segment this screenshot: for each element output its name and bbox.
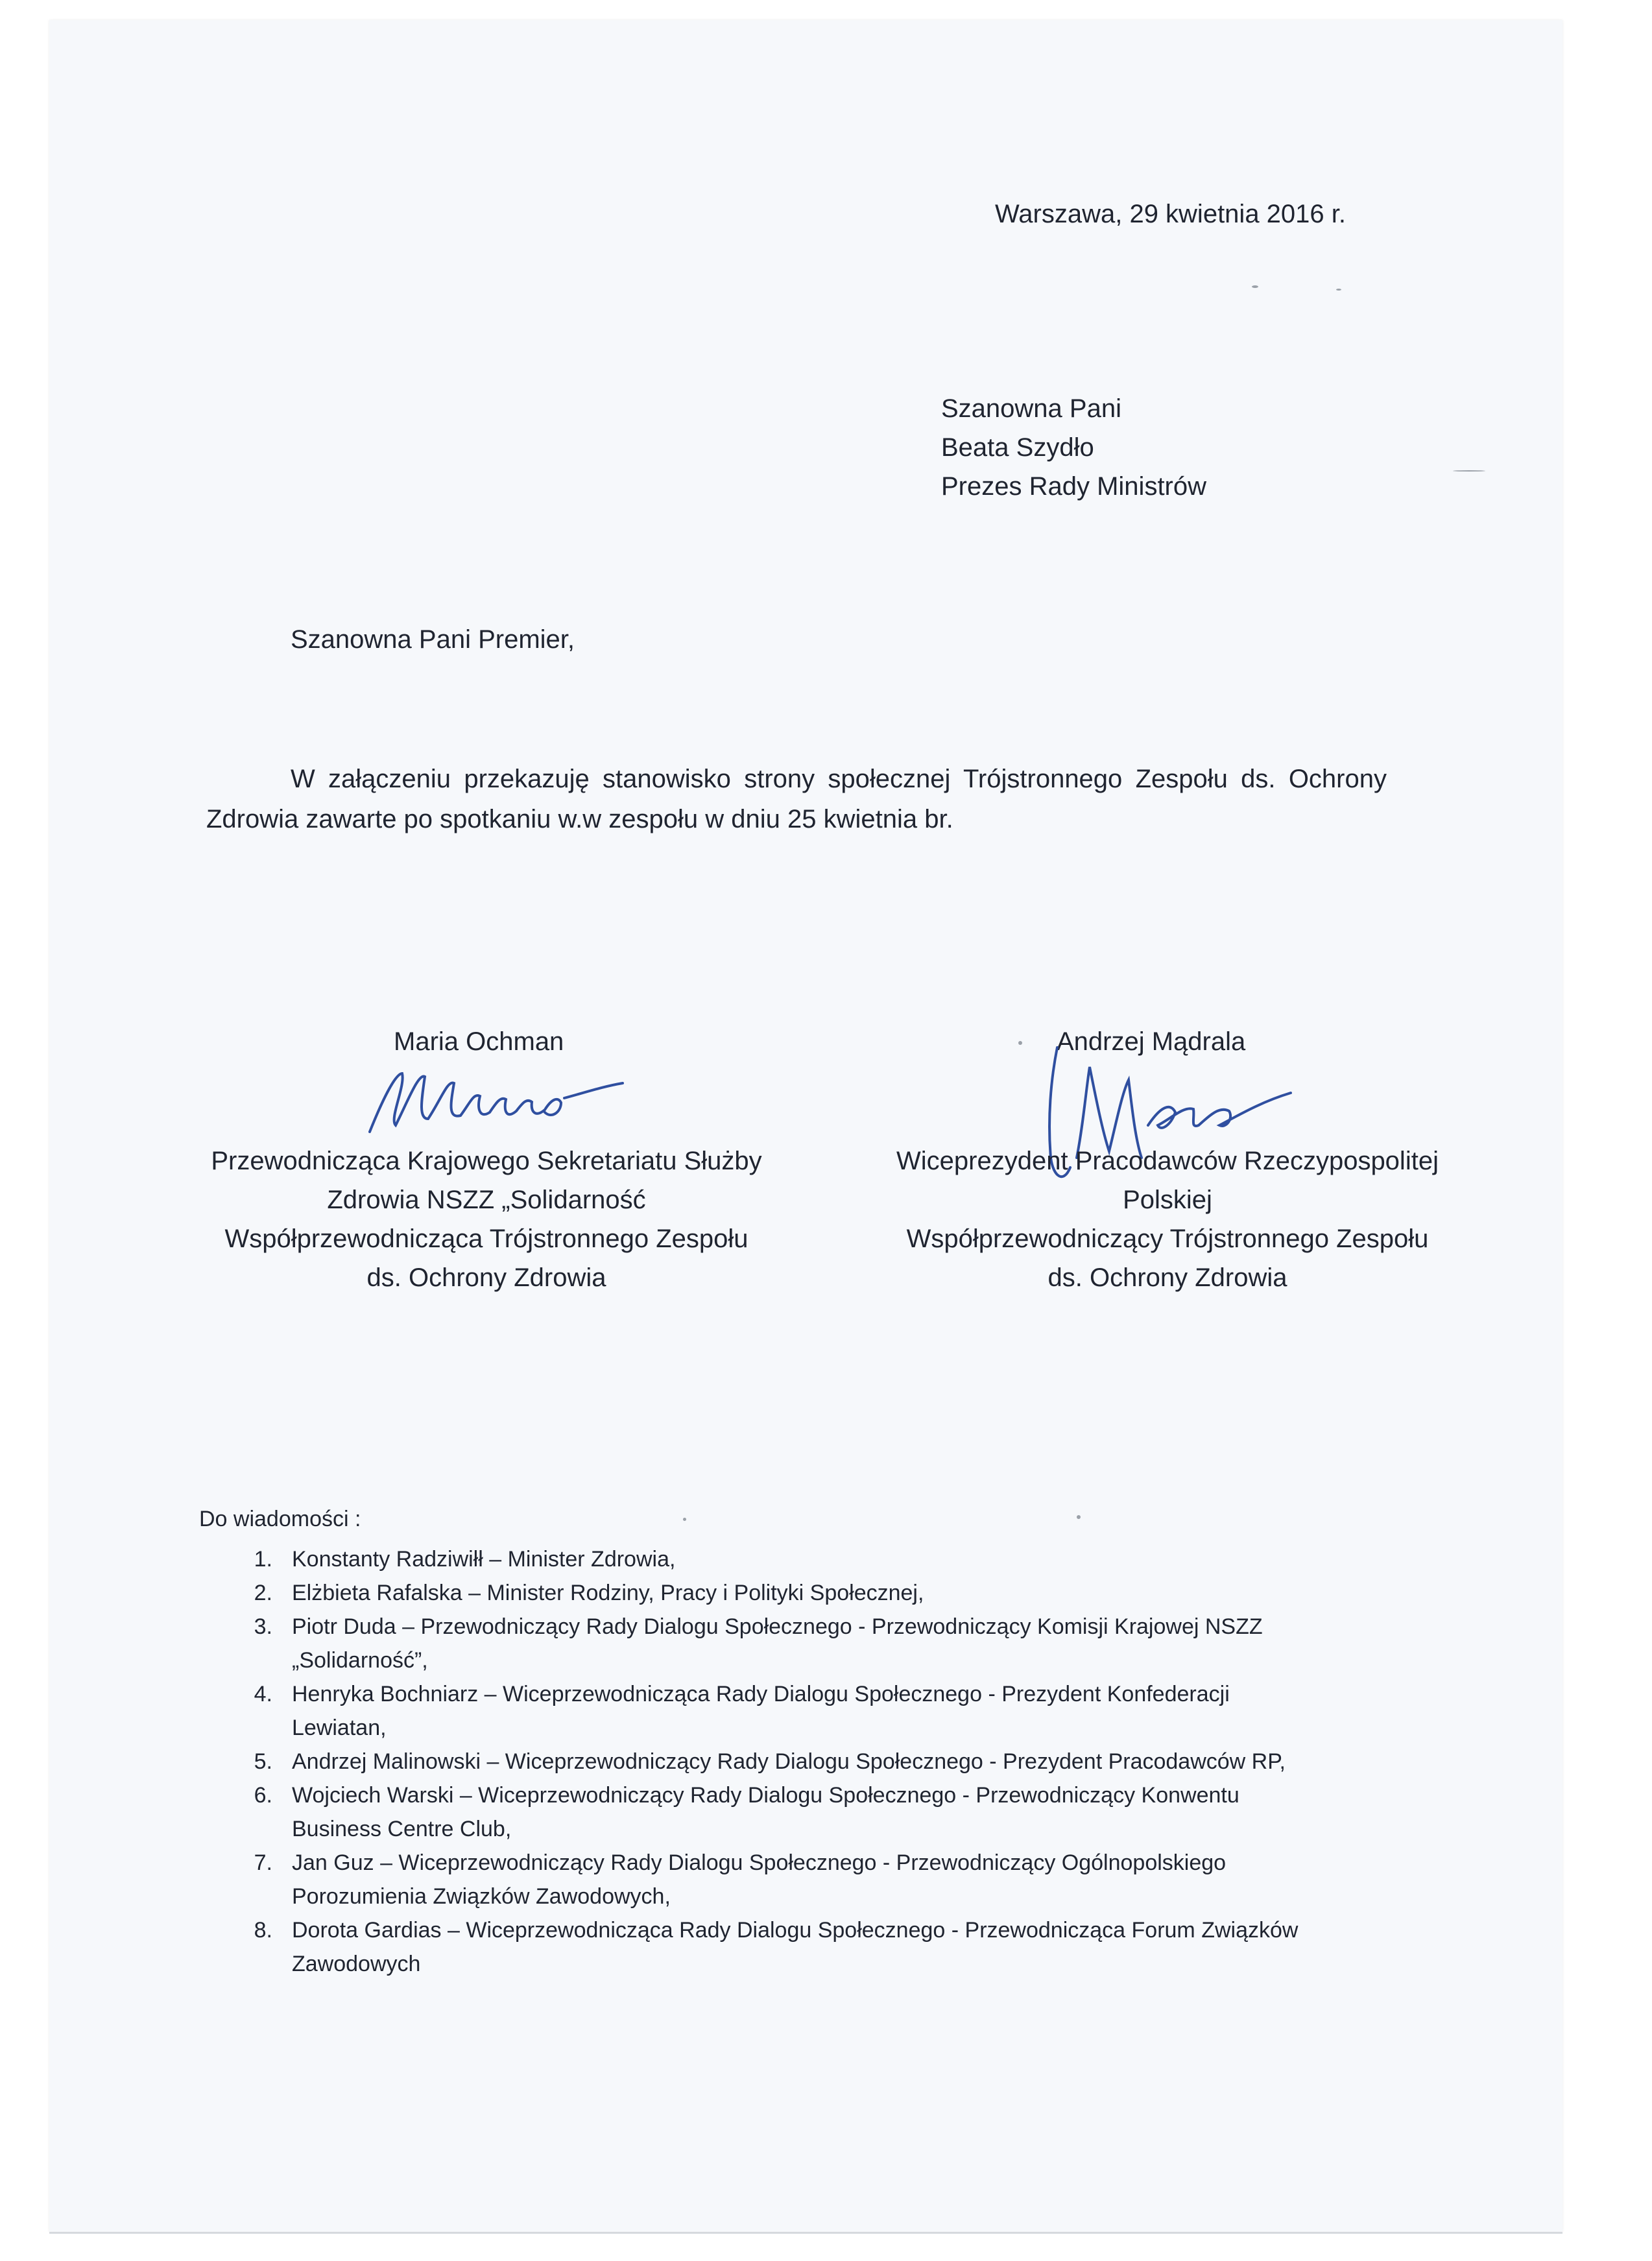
cc-item-text: Konstanty Radziwiłł – Minister Zdrowia, [292,1547,676,1572]
scan-speck [1252,285,1258,288]
cc-item-number: 5. [254,1749,272,1774]
cc-item-text: Piotr Duda – Przewodniczący Rady Dialogu Społecznego - Przewodniczący Komisji Krajowej NSZZ „Solidarność”, [292,1614,1263,1673]
scan-edge-line [49,2232,1562,2234]
letter-date: Warszawa, 29 kwietnia 2016 r. [995,200,1346,228]
title-line: Współprzewodnicząca Trójstronnego Zespołu [224,1225,748,1253]
cc-list-item [246,1542,1317,1576]
cc-item-number: 7. [254,1850,272,1875]
cc-list-item [246,1610,1317,1677]
cc-item-number: 1. [254,1547,272,1572]
cc-item-number: 3. [254,1614,272,1639]
title-line: Współprzewodniczący Trójstronnego Zespołu [906,1225,1429,1253]
recipient-line: Prezes Rady Ministrów [941,472,1207,501]
letter-body: W załączeniu przekazuję stanowisko strony społecznej Trójstronnego Zespołu ds. Ochrony Zdrowia zawarte po spotkaniu w.w zespołu w dniu 25 kwietnia br. [206,765,1387,833]
title-line: ds. Ochrony Zdrowia [366,1263,606,1292]
cc-item-number: 6. [254,1783,272,1808]
cc-list-item [246,1913,1317,1981]
signatory-title-left [162,1142,811,1297]
signatory-name-right: Andrzej Mądrala [1057,1027,1246,1056]
salutation: Szanowna Pani Premier, [291,625,575,654]
cc-list-item [246,1677,1317,1745]
cc-list-item [246,1576,1317,1610]
cc-list [246,1542,1317,1981]
title-line: Wiceprezydent Pracodawców Rzeczypospolitej [896,1147,1439,1175]
scan-speck [683,1518,686,1521]
title-line: ds. Ochrony Zdrowia [1047,1263,1287,1292]
cc-list-item [246,1846,1317,1913]
recipient-line: Szanowna Pani [941,394,1121,423]
scan-speck [1077,1515,1081,1519]
signatory-title-right [843,1142,1492,1297]
cc-heading: Do wiadomości : [199,1507,361,1531]
cc-item-number: 4. [254,1682,272,1706]
handwritten-signature-left [357,1047,629,1151]
title-line: Zdrowia NSZZ „Solidarność [327,1186,646,1214]
scan-speck [1453,470,1485,472]
recipient-line: Beata Szydło [941,433,1094,462]
title-line: Przewodnicząca Krajowego Sekretariatu Służby [211,1147,762,1175]
cc-item-number: 8. [254,1918,272,1943]
cc-list-item [246,1745,1317,1778]
recipient-address [941,392,1206,508]
title-line: Polskiej [1123,1186,1212,1214]
cc-list-item [246,1778,1317,1846]
cc-item-text: Dorota Gardias – Wiceprzewodnicząca Rady Dialogu Społecznego - Przewodnicząca Forum Związków Zawodowych [292,1918,1299,1976]
cc-item-text: Jan Guz – Wiceprzewodniczący Rady Dialogu Społecznego - Przewodniczący Ogólnopolskiego Porozumienia Związków Zawodowych, [292,1850,1227,1909]
cc-item-number: 2. [254,1581,272,1605]
cc-item-text: Henryka Bochniarz – Wiceprzewodnicząca Rady Dialogu Społecznego - Prezydent Konfederacji Lewiatan, [292,1682,1230,1740]
signatory-name-left: Maria Ochman [394,1027,564,1056]
scan-speck [1336,289,1341,291]
cc-item-text: Andrzej Malinowski – Wiceprzewodniczący Rady Dialogu Społecznego - Prezydent Pracodawców RP, [292,1749,1286,1774]
scan-speck [1018,1041,1022,1045]
cc-item-text: Wojciech Warski – Wiceprzewodniczący Rady Dialogu Społecznego - Przewodniczący Konwentu Business Centre Club, [292,1783,1239,1841]
cc-item-text: Elżbieta Rafalska – Minister Rodziny, Pracy i Polityki Społecznej, [292,1581,924,1605]
